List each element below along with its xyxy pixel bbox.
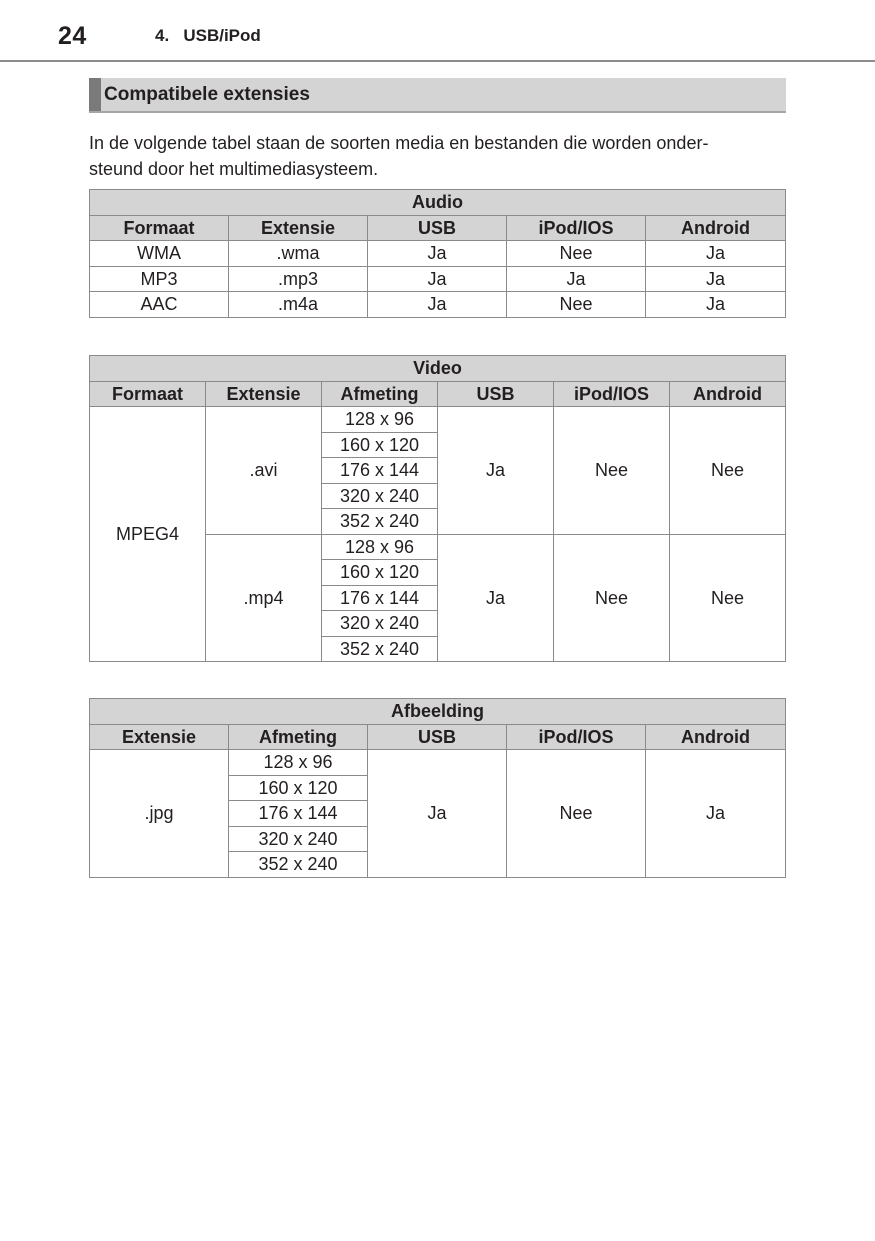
cell-android: Ja	[646, 750, 786, 878]
cell-size: 176 x 144	[229, 801, 368, 827]
cell-size: 160 x 120	[322, 432, 438, 458]
cell-size: 176 x 144	[322, 458, 438, 484]
cell-format: AAC	[90, 292, 229, 318]
cell-size: 352 x 240	[322, 636, 438, 662]
page-header	[0, 0, 875, 62]
section-heading	[89, 78, 786, 113]
cell-size: 176 x 144	[322, 585, 438, 611]
cell-size: 160 x 120	[322, 560, 438, 586]
cell-size: 352 x 240	[229, 852, 368, 878]
column-header: Formaat	[90, 381, 206, 407]
cell-extension: .mp3	[229, 266, 368, 292]
intro-line-1: In de volgende tabel staan de soorten media en bestanden die worden onder-	[89, 133, 709, 153]
cell-format: MPEG4	[90, 407, 206, 662]
cell-size: 128 x 96	[229, 750, 368, 776]
table-row	[90, 407, 786, 433]
cell-ipod: Nee	[554, 407, 670, 535]
column-header: Formaat	[90, 215, 229, 241]
cell-format: WMA	[90, 241, 229, 267]
section-title: Compatibele extensies	[104, 84, 310, 105]
cell-ipod: Nee	[507, 241, 646, 267]
column-header: Afmeting	[322, 381, 438, 407]
column-header: Afmeting	[229, 724, 368, 750]
section-heading-bar	[89, 78, 101, 111]
cell-extension: .wma	[229, 241, 368, 267]
chapter-title: 4. USB/iPod	[155, 26, 261, 45]
page-number: 24	[58, 22, 87, 50]
column-header: Android	[646, 215, 786, 241]
table-row	[90, 266, 786, 292]
image-table-title: Afbeelding	[90, 699, 786, 725]
cell-ipod: Ja	[507, 266, 646, 292]
column-header: Extensie	[206, 381, 322, 407]
column-header: Extensie	[90, 724, 229, 750]
cell-size: 128 x 96	[322, 407, 438, 433]
cell-extension: .mp4	[206, 534, 322, 662]
cell-size: 160 x 120	[229, 775, 368, 801]
column-header: Android	[670, 381, 786, 407]
column-header: USB	[438, 381, 554, 407]
video-table-title: Video	[90, 356, 786, 382]
column-header: iPod/IOS	[507, 724, 646, 750]
audio-table-title: Audio	[90, 190, 786, 216]
cell-size: 128 x 96	[322, 534, 438, 560]
cell-usb: Ja	[368, 266, 507, 292]
column-header: USB	[368, 215, 507, 241]
cell-extension: .jpg	[90, 750, 229, 878]
image-table	[89, 698, 786, 878]
cell-ipod: Nee	[507, 292, 646, 318]
cell-usb: Ja	[438, 534, 554, 662]
column-header: Android	[646, 724, 786, 750]
cell-usb: Ja	[368, 292, 507, 318]
audio-table	[89, 189, 786, 318]
table-row	[90, 292, 786, 318]
cell-size: 320 x 240	[229, 826, 368, 852]
table-row	[90, 241, 786, 267]
cell-android: Ja	[646, 292, 786, 318]
video-table	[89, 355, 786, 662]
cell-android: Nee	[670, 534, 786, 662]
intro-paragraph	[89, 130, 789, 182]
cell-ipod: Nee	[554, 534, 670, 662]
cell-extension: .avi	[206, 407, 322, 535]
column-header: iPod/IOS	[554, 381, 670, 407]
cell-extension: .m4a	[229, 292, 368, 318]
column-header: iPod/IOS	[507, 215, 646, 241]
cell-size: 320 x 240	[322, 483, 438, 509]
cell-usb: Ja	[438, 407, 554, 535]
cell-usb: Ja	[368, 750, 507, 878]
column-header: Extensie	[229, 215, 368, 241]
table-row	[90, 750, 786, 776]
intro-line-2: steund door het multimediasysteem.	[89, 159, 379, 179]
cell-size: 352 x 240	[322, 509, 438, 535]
column-header: USB	[368, 724, 507, 750]
cell-android: Ja	[646, 241, 786, 267]
cell-format: MP3	[90, 266, 229, 292]
cell-usb: Ja	[368, 241, 507, 267]
cell-size: 320 x 240	[322, 611, 438, 637]
cell-android: Ja	[646, 266, 786, 292]
cell-android: Nee	[670, 407, 786, 535]
cell-ipod: Nee	[507, 750, 646, 878]
